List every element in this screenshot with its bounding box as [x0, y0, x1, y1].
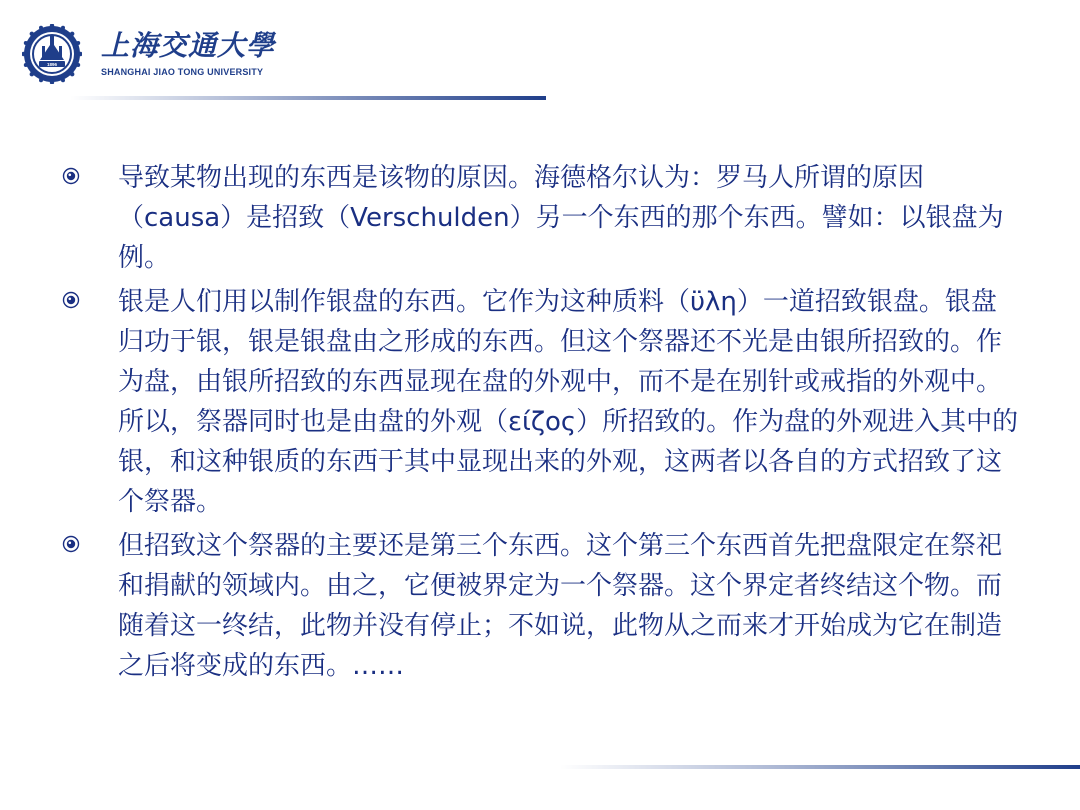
- paragraph-cause-definition: 导致某物出现的东西是该物的原因。海德格尔认为：罗马人所谓的原因（causa）是招致（Verschulden）另一个东西的那个东西。譬如：以银盘为例。: [118, 163, 1004, 273]
- list-item: [62, 282, 1022, 522]
- circle-bullet-icon: [62, 167, 80, 185]
- slide-body: [62, 158, 1022, 690]
- paragraph-silver-matter: 银是人们用以制作银盘的东西。它作为这种质料（ϋλη）一道招致银盘。银盘归功于银，银是银盘由之形成的东西。但这个祭器还不光是由银所招致的。作为盘，由银所招致的东西显现在盘的外观中，而不是在别针或戒指的外观中。所以，祭器同时也是由盘的外观（είζος）所招致的。作为盘的外观进入其中的银，和这种银质的东西于其中显现出来的外观，这两者以各自的方式招致了这个祭器。: [118, 287, 1019, 517]
- school-name-english: SHANGHAI JIAO TONG UNIVERSITY: [101, 67, 264, 77]
- paragraph-third-cause: 但招致这个祭器的主要还是第三个东西。这个第三个东西首先把盘限定在祭祀和捐献的领域内。由之，它便被界定为一个祭器。这个界定者终结这个物。而随着这一终结，此物并没有停止；不如说，此物从之而来才开始成为它在制造之后将变成的东西。……: [118, 531, 1003, 681]
- footer-divider: [560, 765, 1080, 769]
- logo-year: 1896: [46, 61, 58, 67]
- circle-bullet-icon: [62, 535, 80, 553]
- header-divider: [70, 96, 546, 100]
- school-name-chinese: 上海交通大學: [101, 29, 276, 62]
- list-item: [62, 526, 1022, 686]
- list-item: [62, 158, 1022, 278]
- circle-bullet-icon: [62, 291, 80, 309]
- sjtu-emblem-icon: [22, 24, 82, 84]
